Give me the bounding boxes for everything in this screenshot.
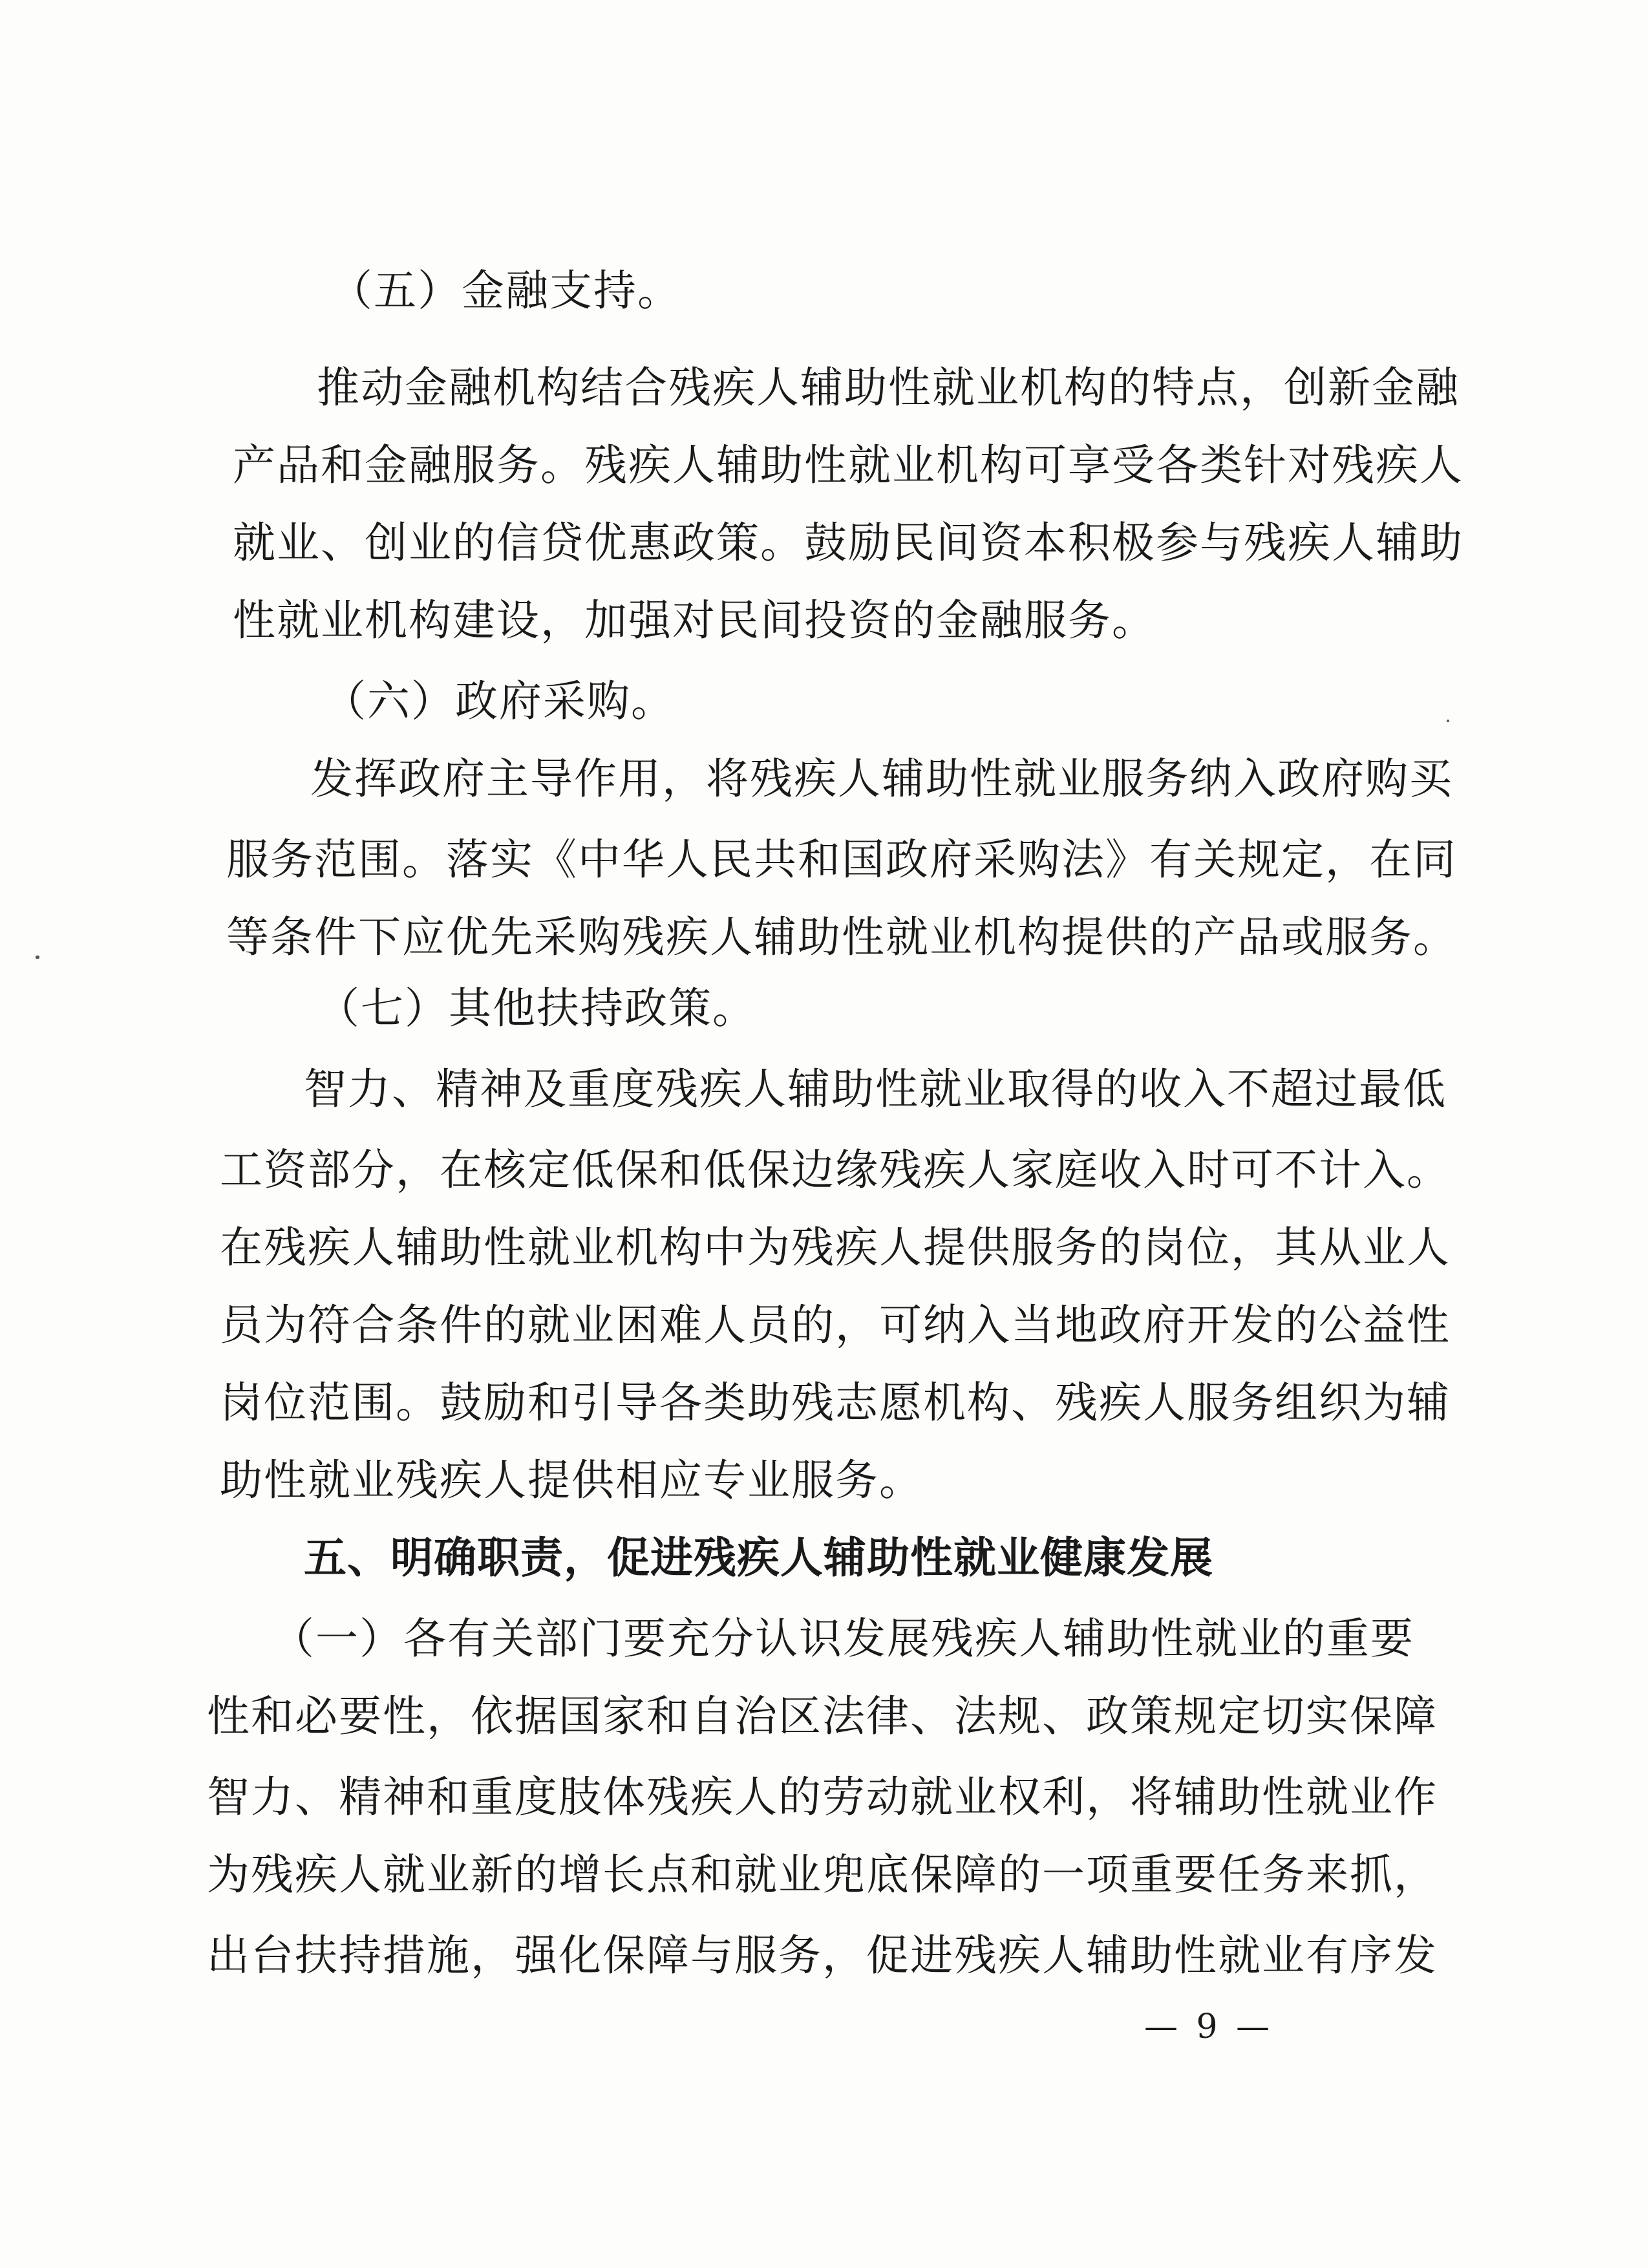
paragraph-line: 在残疾人辅助性就业机构中为残疾人提供服务的岗位，其从业人 bbox=[220, 1223, 1451, 1272]
paragraph-line: 产品和金融服务。残疾人辅助性就业机构可享受各类针对残疾人 bbox=[233, 440, 1463, 490]
paragraph-line: 员为符合条件的就业困难人员的，可纳入当地政府开发的公益性 bbox=[220, 1300, 1451, 1350]
paragraph-line: 等条件下应优先采购残疾人辅助性就业机构提供的产品或服务。 bbox=[226, 912, 1457, 962]
paragraph-line: 就业、创业的信贷优惠政策。鼓励民间资本积极参与残疾人辅助 bbox=[233, 518, 1463, 568]
paragraph-line: 服务范围。落实《中华人民共和国政府采购法》有关规定，在同 bbox=[226, 835, 1457, 884]
paragraph-line: 性和必要性，依据国家和自治区法律、法规、政策规定切实保障 bbox=[207, 1691, 1438, 1741]
paragraph-line: 工资部分，在核定低保和低保边缘残疾人家庭收入时可不计入。 bbox=[220, 1145, 1451, 1195]
scan-mark bbox=[1447, 720, 1449, 722]
paragraph-line: 发挥政府主导作用，将残疾人辅助性就业服务纳入政府购买 bbox=[310, 754, 1453, 804]
paragraph-line: 智力、精神及重度残疾人辅助性就业取得的收入不超过最低 bbox=[304, 1064, 1447, 1114]
paragraph-line: 智力、精神和重度肢体残疾人的劳动就业权利，将辅助性就业作 bbox=[207, 1772, 1438, 1822]
paragraph-line: 助性就业残疾人提供相应专业服务。 bbox=[220, 1455, 923, 1505]
section-heading-other: （七）其他扶持政策。 bbox=[317, 983, 756, 1033]
scan-mark bbox=[36, 956, 39, 959]
paragraph-line: 推动金融机构结合残疾人辅助性就业机构的特点，创新金融 bbox=[317, 363, 1460, 412]
paragraph-line: 岗位范围。鼓励和引导各类助残志愿机构、残疾人服务组织为辅 bbox=[220, 1378, 1451, 1428]
paragraph-line: 出台扶持措施，强化保障与服务，促进残疾人辅助性就业有序发 bbox=[207, 1931, 1438, 1980]
section-heading-finance: （五）金融支持。 bbox=[330, 266, 681, 316]
page-number: — 9 — bbox=[1144, 2007, 1274, 2046]
paragraph-line: （一）各有关部门要充分认识发展残疾人辅助性就业的重要 bbox=[271, 1614, 1414, 1664]
section-heading-procurement: （六）政府采购。 bbox=[323, 676, 675, 726]
paragraph-line: 为残疾人就业新的增长点和就业兜底保障的一项重要任务来抓， bbox=[207, 1850, 1438, 1899]
paragraph-line: 性就业机构建设，加强对民间投资的金融服务。 bbox=[233, 595, 1156, 645]
chapter-heading: 五、明确职责，促进残疾人辅助性就业健康发展 bbox=[304, 1533, 1213, 1583]
